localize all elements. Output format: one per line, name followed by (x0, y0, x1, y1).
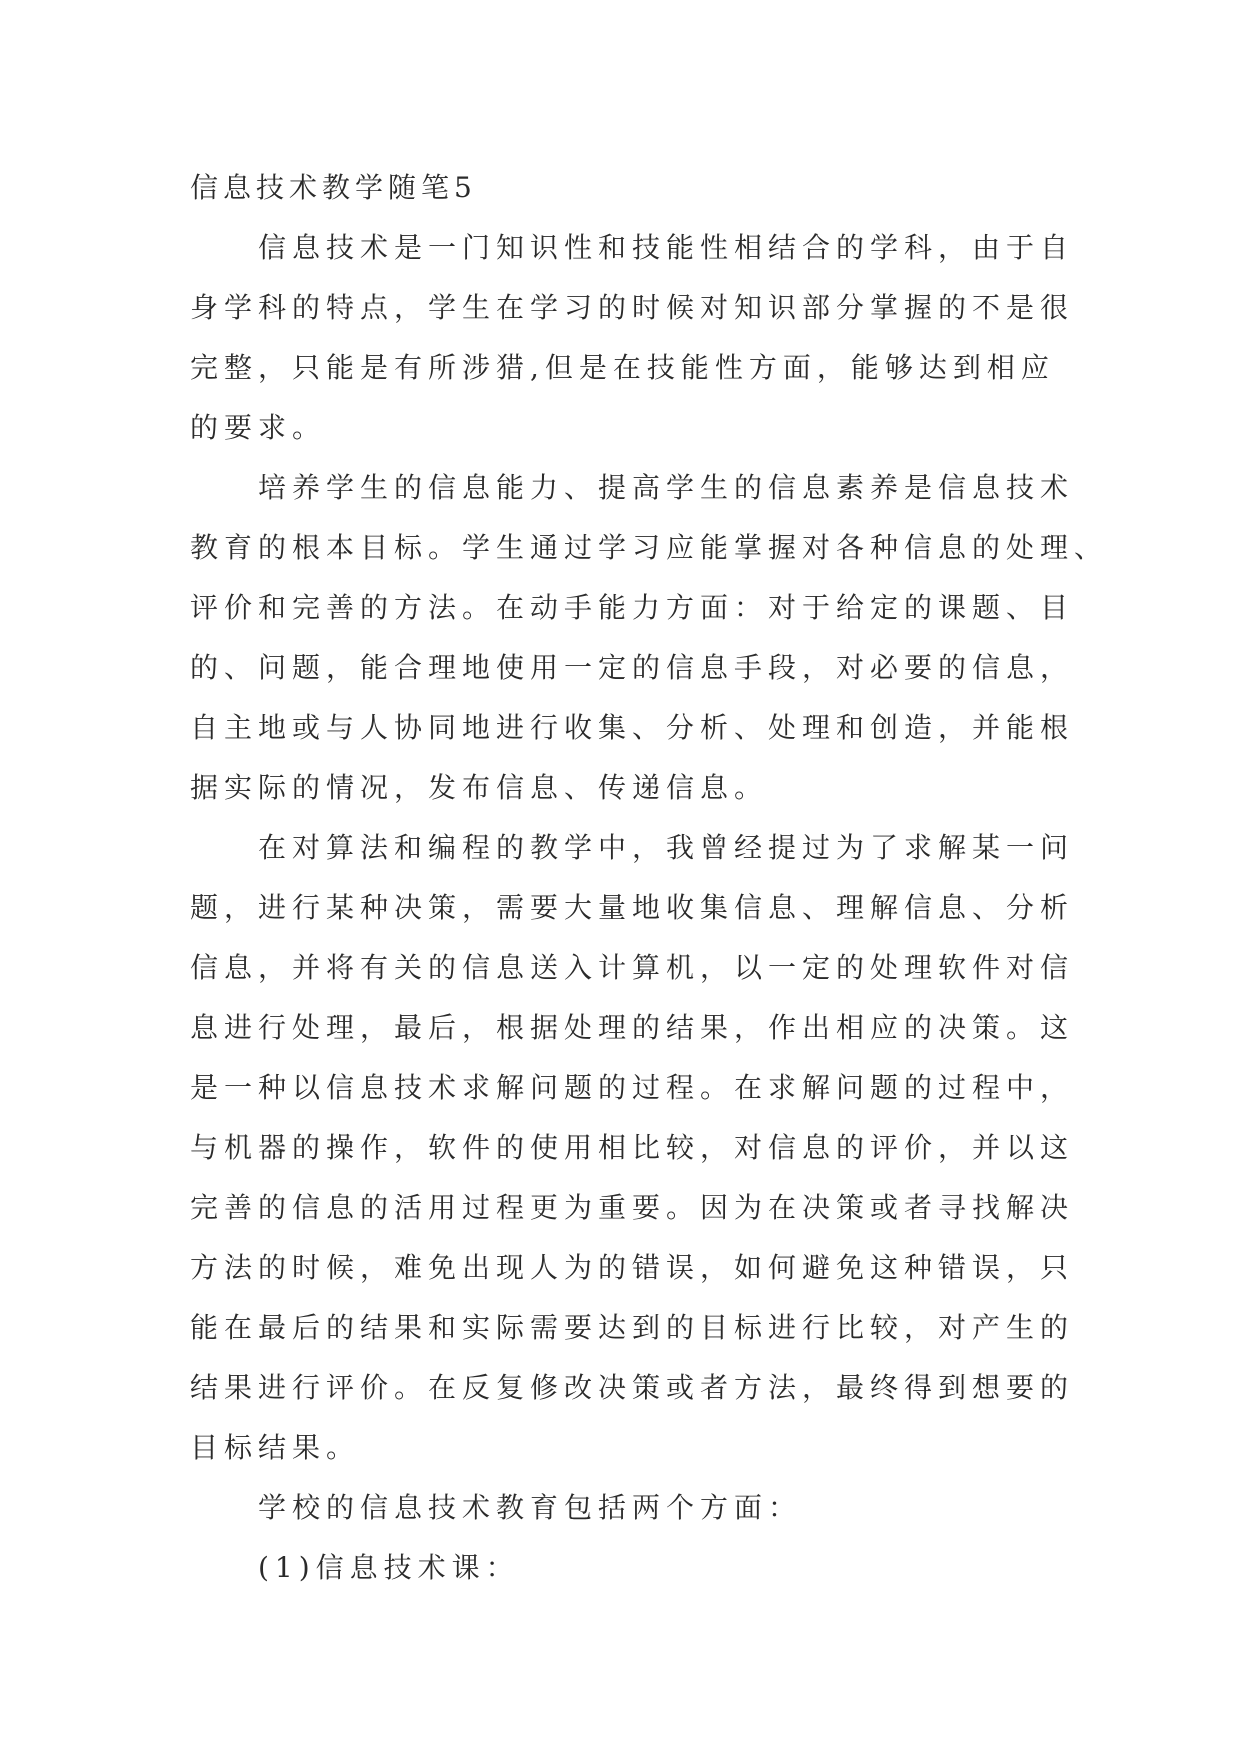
text-line: 能在最后的结果和实际需要达到的目标进行比较，对产生的 (190, 1311, 1075, 1344)
text-line: 与机器的操作，软件的使用相比较，对信息的评价，并以这 (190, 1131, 1075, 1164)
paragraph-4 (190, 1478, 1070, 1538)
text-line: 息进行处理，最后，根据处理的结果，作出相应的决策。这 (190, 1011, 1075, 1044)
text-line: 的要求。 (190, 411, 327, 444)
text-line: 结果进行评价。在反复修改决策或者方法，最终得到想要的 (190, 1371, 1075, 1404)
text-line: 自主地或与人协同地进行收集、分析、处理和创造，并能根 (190, 711, 1075, 744)
text-line: 信息，并将有关的信息送入计算机，以一定的处理软件对信 (190, 951, 1075, 984)
text-line: 完善的信息的活用过程更为重要。因为在决策或者寻找解决 (190, 1191, 1075, 1224)
text-line: 学校的信息技术教育包括两个方面： (258, 1491, 803, 1524)
paragraph-1 (190, 218, 1075, 458)
paragraph-2 (190, 458, 1109, 818)
document-body (190, 158, 1109, 1598)
paragraph-5 (190, 1538, 1070, 1598)
paragraph-3 (190, 818, 1075, 1478)
text-line: 题，进行某种决策，需要大量地收集信息、理解信息、分析 (190, 891, 1075, 924)
text-line: 身学科的特点，学生在学习的时候对知识部分掌握的不是很 (190, 291, 1075, 324)
text-line: 教育的根本目标。学生通过学习应能掌握对各种信息的处理、 (190, 531, 1109, 564)
text-line: 据实际的情况，发布信息、传递信息。 (190, 771, 769, 804)
text-line: 信息技术是一门知识性和技能性相结合的学科，由于自 (258, 231, 1075, 264)
text-line: 在对算法和编程的教学中，我曾经提过为了求解某一问 (258, 831, 1075, 864)
text-line: 培养学生的信息能力、提高学生的信息素养是信息技术 (258, 471, 1075, 504)
text-line: 评价和完善的方法。在动手能力方面：对于给定的课题、目 (190, 591, 1075, 624)
text-line: 的、问题，能合理地使用一定的信息手段，对必要的信息， (190, 651, 1075, 684)
text-line: 方法的时候，难免出现人为的错误，如何避免这种错误，只 (190, 1251, 1075, 1284)
text-line: 是一种以信息技术求解问题的过程。在求解问题的过程中， (190, 1071, 1075, 1104)
text-line: (1)信息技术课： (258, 1551, 520, 1584)
text-line: 目标结果。 (190, 1431, 361, 1464)
text-line: 完整，只能是有所涉猎,但是在技能性方面，能够达到相应 (190, 351, 1055, 384)
document-title: 信息技术教学随笔5 (190, 171, 477, 204)
